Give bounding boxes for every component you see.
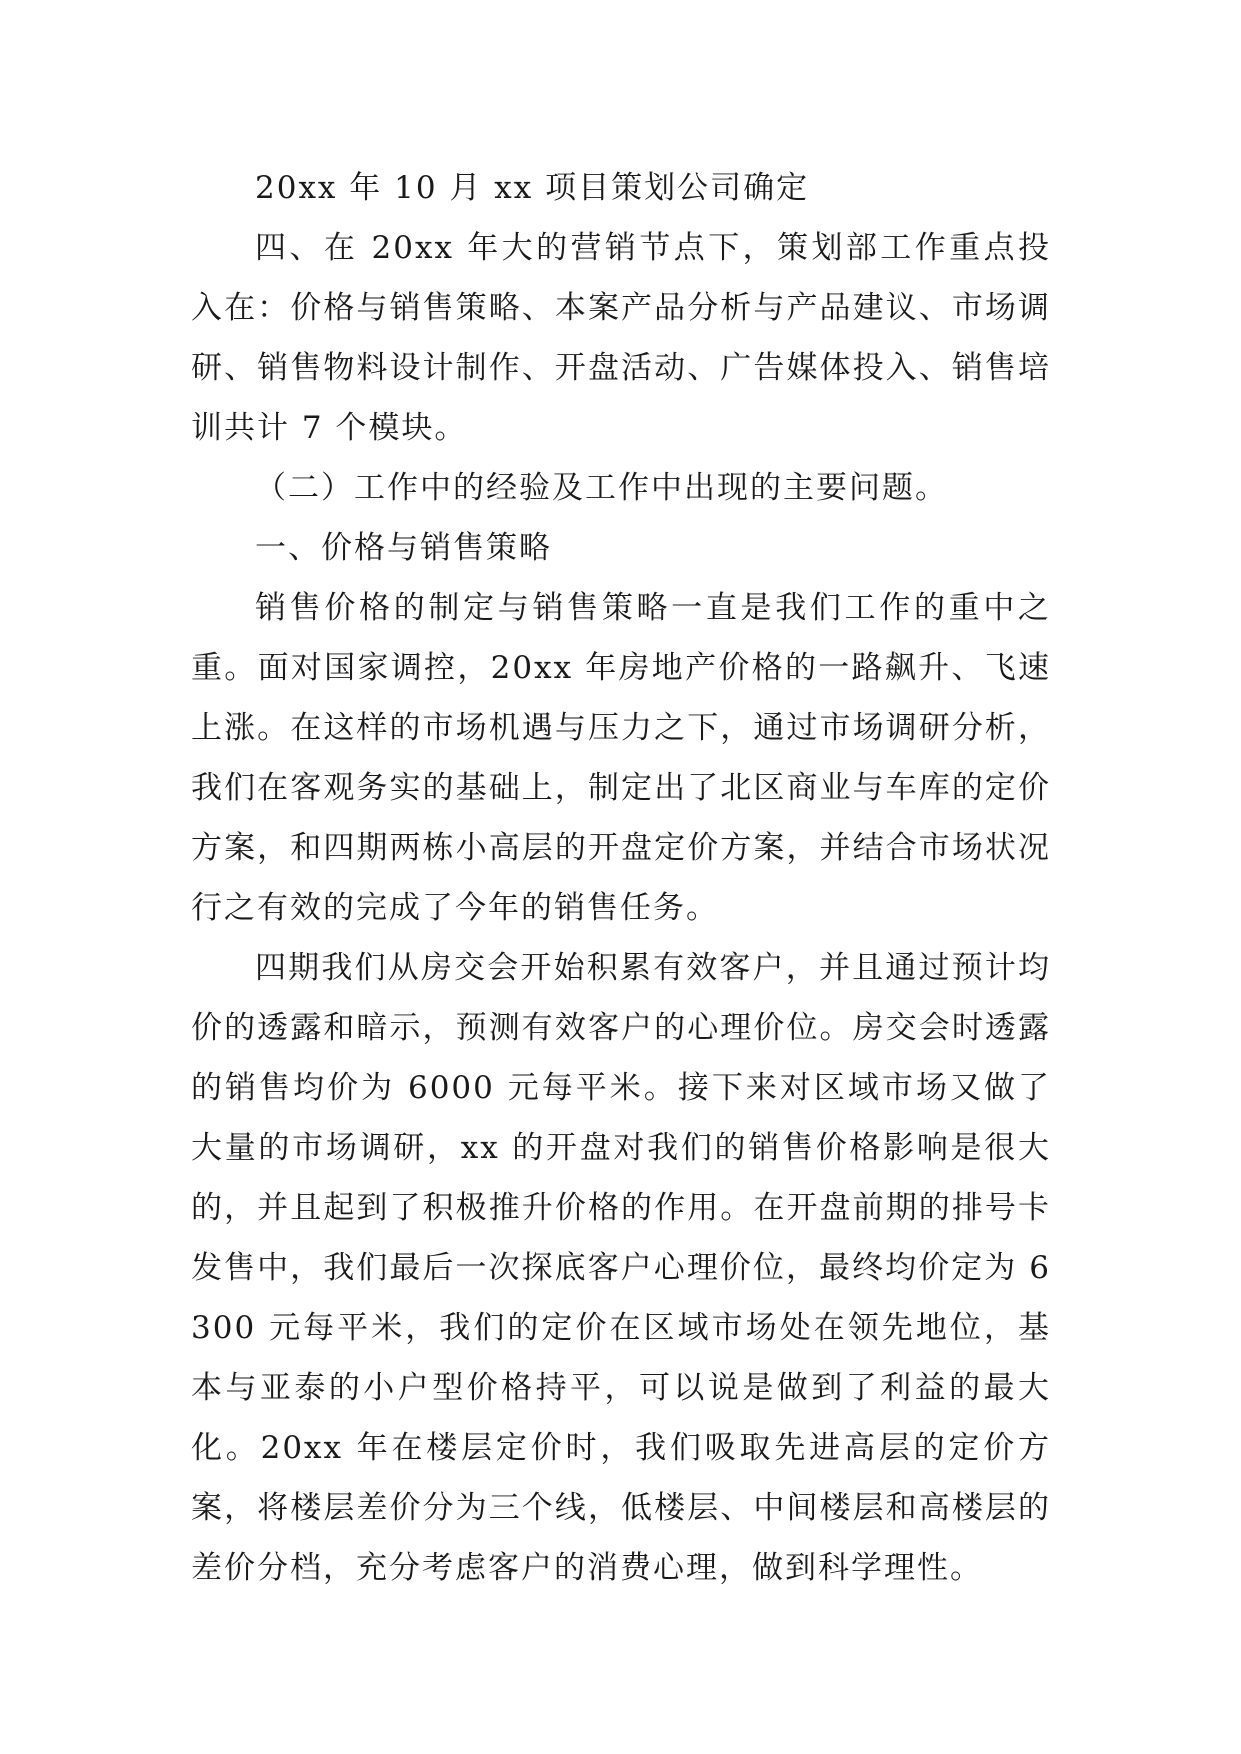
section-heading-experience: （二）工作中的经验及工作中出现的主要问题。 bbox=[255, 470, 948, 506]
paragraph-phase-four-pricing: 四期我们从房交会开始积累有效客户，并且通过预计均价的透露和暗示，预测有效客户的心理价位。房交会时透露的销售均价为 6000 元每平米。接下来对区域市场又做了大量的市场调研，xx 的开盘对我们的销售价格影响是很大的，并且起到了积极推升价格的作用。在开盘前期的排号卡发售中，我们最后一次探底客户心理价位，最终均价定为 6300 元每平米，我们的定价在区域市场处在领先地位，基本与亚泰的小户型价格持平，可以说是做到了利益的最大化。20xx 年在楼层定价时，我们吸取先进高层的定价方案，将楼层差价分为三个线，低楼层、中间楼层和高楼层的差价分档，充分考虑客户的消费心理，做到科学理性。 bbox=[191, 950, 1051, 1586]
paragraph-project-confirm: 20xx 年 10 月 xx 项目策划公司确定 bbox=[255, 170, 810, 206]
subheading-price-strategy: 一、价格与销售策略 bbox=[255, 530, 552, 566]
document-body bbox=[191, 158, 1051, 1598]
paragraph-price-strategy: 销售价格的制定与销售策略一直是我们工作的重中之重。面对国家调控，20xx 年房地产价格的一路飙升、飞速上涨。在这样的市场机遇与压力之下，通过市场调研分析，我们在客观务实的基础上，制定出了北区商业与车库的定价方案，和四期两栋小高层的开盘定价方案，并结合市场状况行之有效的完成了今年的销售任务。 bbox=[191, 590, 1051, 926]
paragraph-planning-focus: 四、在 20xx 年大的营销节点下，策划部工作重点投入在：价格与销售策略、本案产品分析与产品建议、市场调研、销售物料设计制作、开盘活动、广告媒体投入、销售培训共计 7 个模块。 bbox=[191, 230, 1051, 446]
